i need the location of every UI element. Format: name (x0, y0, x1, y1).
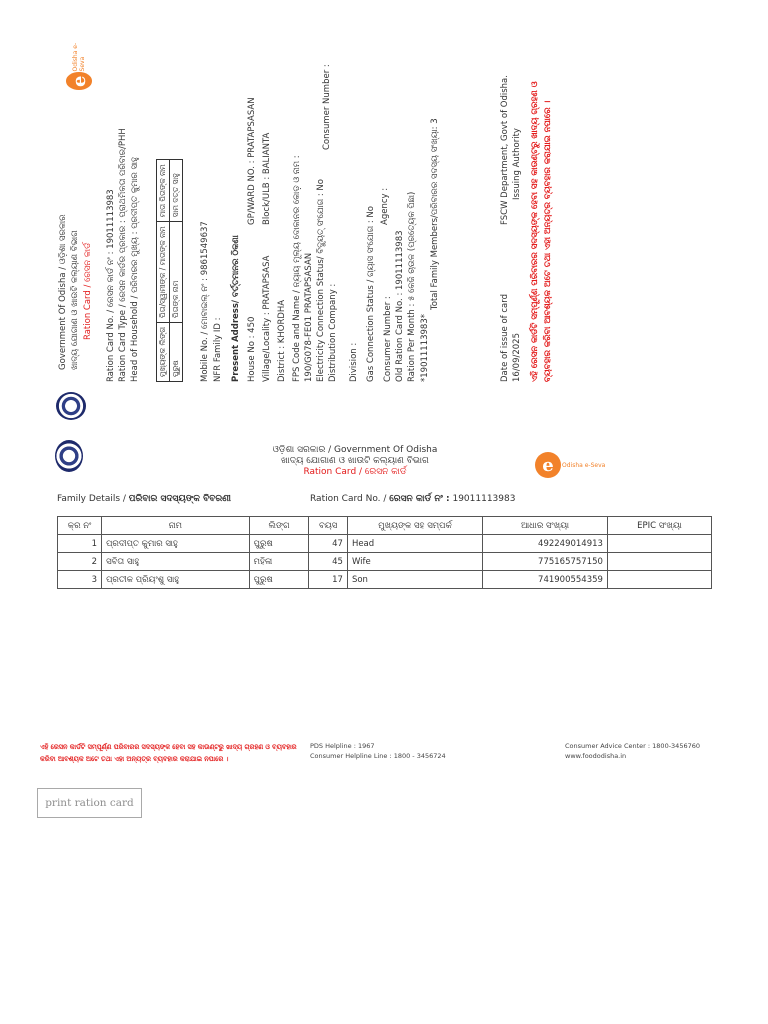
back-ration-card-no: Ration Card No. / ରେସନ କାର୍ଡ ନଂ : 19011113983 (310, 494, 516, 504)
back-gov-line: ଓଡ଼ିଶା ସରକାର / Government Of Odisha (272, 445, 438, 455)
cell-name: ପ୍ରତୀକ ପ୍ରିୟଂଶୁ ସାହୁ (102, 571, 250, 589)
helpline-info (310, 741, 446, 761)
col-age: ବୟସ (309, 517, 348, 535)
table-row (58, 535, 712, 553)
back-header (250, 445, 460, 478)
old-ration-card: Old Ration Card No. : 19011113983 (395, 230, 405, 382)
table-header-row (58, 517, 712, 535)
cell-epic (607, 571, 711, 589)
fps-value: 190/G078-FE01 PRATAPSASAN (304, 252, 314, 382)
cell-name: ପ୍ରଦୀପ୍ତ କୁମାର ସାହୁ (102, 535, 250, 553)
col-name: ନାମ (102, 517, 250, 535)
cell-gender: ପୁରୁଷ (249, 571, 309, 589)
ration-card-no: Ration Card No. / ରେସନ କାର୍ଡ ନଂ : 19011113983 (106, 189, 116, 382)
print-ration-card-button[interactable]: print ration card (37, 788, 142, 818)
cell-epic (607, 553, 711, 571)
fps-label: FPS Code and Name / ନ୍ୟାୟ ମୂଲ୍ୟ ଦୋକାନର କୋଡ଼ ଓ ନାମ : (292, 155, 302, 382)
consumer-helpline: Consumer Helpline Line : 1800 - 3456724 (310, 752, 446, 760)
mini-cell: ପିତାଙ୍କ ନାମ (170, 222, 183, 323)
col-relation: ମୁଖ୍ୟଙ୍କ ସହ ସମ୍ପର୍କ (347, 517, 482, 535)
col-serial: କ୍ର ନଂ (58, 517, 102, 535)
department-name: FSCW Department, Govt of Odisha. (500, 75, 510, 225)
family-members-table (57, 516, 712, 589)
family-details-label: Family Details / ପରିବାର ସଦସ୍ୟଙ୍କ ବିବରଣୀ (57, 494, 231, 504)
back-red-notice-2: କରିବା ଆବଶ୍ୟକ ଅଟେ ତଥା ଏହା ଅନ୍ୟତ୍ର ବ୍ୟବହାର କରାଯାଇ ନପାରେ । (40, 755, 229, 763)
block: Block/ULB : BALIANTA (262, 132, 272, 225)
eseva-logo-icon: e Odisha e-Seva (535, 452, 605, 478)
col-gender: ଲିଙ୍ଗ (249, 517, 309, 535)
back-card-title: Ration Card / ରେସନ କାର୍ଡ (303, 467, 407, 477)
mini-header: ମୁଖ୍ୟଙ୍କ ଲିଙ୍ଗ (157, 322, 170, 381)
electricity-status: Electricity Connection Status/ ବିଦ୍ୟୁତ୍ ସଂଯୋଗ : No (316, 179, 326, 382)
date-of-issue-value: 16/09/2025 (512, 333, 522, 382)
odisha-emblem-icon (56, 392, 86, 420)
website-link: www.foododisha.in (565, 752, 627, 760)
gas-status: Gas Connection Status / ଗ୍ୟାସ ସଂଯୋଗ : No (366, 206, 376, 382)
date-of-issue-label: Date of issue of card (500, 294, 510, 382)
mini-cell: ପୁରୁଷ (170, 322, 183, 381)
back-red-notice (40, 741, 297, 765)
agency: Agency : (380, 187, 390, 225)
total-family-members: Total Family Members/ପରିବାରର ସଦସ୍ୟ ସଂଖ୍ୟା: 3 (430, 118, 440, 310)
cell-name: ସବିତା ସାହୁ (102, 553, 250, 571)
mini-cell: ସାମ ଦତ୍ତ ସାହୁ (170, 160, 183, 222)
cell-serial: 2 (58, 553, 102, 571)
cell-relation: Son (347, 571, 482, 589)
ration-card-front (50, 42, 610, 440)
cell-age: 47 (309, 535, 348, 553)
cell-relation: Head (347, 535, 482, 553)
consumer-number-right: Consumer Number : (322, 64, 332, 150)
back-red-notice-1: ଏହି ରେସନ କାର୍ଡଟି ସମ୍ପୂର୍ଣ୍ଣ ପରିବାରର ସଦସ୍ୟଙ୍କ ହେବା ସହ କାଉଣ୍ଟରୁ ଖାଦ୍ୟ ଗ୍ରହଣ ଓ ବ୍ୟବହାର (40, 743, 297, 751)
cell-aadhaar: 775165757150 (483, 553, 608, 571)
cell-epic (607, 535, 711, 553)
table-row (58, 553, 712, 571)
barcode-text: *19011113983* (420, 314, 430, 382)
mini-header: ମାତା ପିତାଙ୍କ ନାମ (157, 160, 170, 222)
division: Division : (349, 342, 359, 382)
odisha-emblem-icon (55, 440, 83, 472)
distribution-company: Distribution Company : (328, 283, 338, 382)
issuing-authority: Issuing Authority (512, 128, 522, 200)
front-card-title: Ration Card / ରେସନ କାର୍ଡ (83, 242, 93, 340)
consumer-number: Consumer Number : (383, 296, 393, 382)
house-no: House No : 450 (247, 316, 257, 382)
cell-serial: 3 (58, 571, 102, 589)
mobile-no: Mobile No. / ମୋବାଇଲ୍ ନଂ : 9861549637 (200, 221, 210, 382)
village: Village/Locality : PRATAPSASA (262, 255, 272, 382)
eseva-logo-icon: e Odisha e-Seva (66, 42, 92, 90)
mini-header: ପିତା/ସ୍ୱାମୀଙ୍କ / ମାତାଙ୍କ ନାମ (157, 222, 170, 323)
cell-age: 45 (309, 553, 348, 571)
advice-info (565, 741, 700, 761)
front-red-notice-1: ଏହି ରେସନ କାର୍ଡଟି ସମ୍ପୂର୍ଣ୍ଣ ପରିବାରର ସଦସ୍ୟଙ୍କ ହେବା ସହ କାଉଣ୍ଟରୁ ଖାଦ୍ୟ ଗ୍ରହଣ ଓ (530, 81, 540, 382)
col-aadhaar: ଆଧାର ସଂଖ୍ୟା (483, 517, 608, 535)
back-dept-line: ଖାଦ୍ୟ ଯୋଗାଣ ଓ ଖାଉଟି କଲ୍ୟାଣ ବିଭାଗ (281, 456, 429, 466)
nfr-family-id: NFR Family ID : (213, 317, 223, 382)
present-address-label: Present Address/ ବର୍ତ୍ତମାନର ଠିକଣା (231, 235, 241, 382)
front-red-notice-2: ବ୍ୟବହାର କରିବା ଆବଶ୍ୟକ ଅଟେ ତଥା ଏହା ଅନ୍ୟତ୍ର ବ୍ୟବହାର କରାଯାଇ ନପାରେ । (543, 100, 553, 382)
pds-helpline: PDS Helpline : 1967 (310, 742, 375, 750)
gp-ward: GP/WARD NO. : PRATAPSASAN (247, 97, 257, 225)
cell-gender: ପୁରୁଷ (249, 535, 309, 553)
cell-age: 17 (309, 571, 348, 589)
cell-gender: ମହିଳା (249, 553, 309, 571)
table-row (58, 571, 712, 589)
district: District : KHORDHA (277, 299, 287, 382)
col-epic: EPIC ସଂଖ୍ୟା (607, 517, 711, 535)
head-details-table (156, 159, 183, 382)
cell-serial: 1 (58, 535, 102, 553)
front-gov-line: Government Of Odisha / ଓଡ଼ିଶା ସରକାର (58, 214, 68, 370)
cell-relation: Wife (347, 553, 482, 571)
ration-card-type: Ration Card Type / ରେସନ କାର୍ଡର ପ୍ରକାର : ପ୍ରାଥମିକତା ପରିବାର/PHH (118, 128, 128, 382)
head-of-household: Head of Household / ପରିବାରର ମୁଖ୍ୟ : ପ୍ରଦୀପ୍ତ କୁମାର ସାହୁ (130, 157, 140, 382)
front-dept-line: ଖାଦ୍ୟ ଯୋଗାଣ ଓ ଖାଉଟି କଲ୍ୟାଣ ବିଭାଗ (70, 230, 80, 370)
ration-per-month: Ration Per Month : ୫ କେଜି ଚାଉଳ (ପ୍ରତ୍ୟେକ ପିଛା) (407, 191, 417, 382)
cell-aadhaar: 741900554359 (483, 571, 608, 589)
consumer-advice-center: Consumer Advice Center : 1800-3456760 (565, 742, 700, 750)
cell-aadhaar: 492249014913 (483, 535, 608, 553)
